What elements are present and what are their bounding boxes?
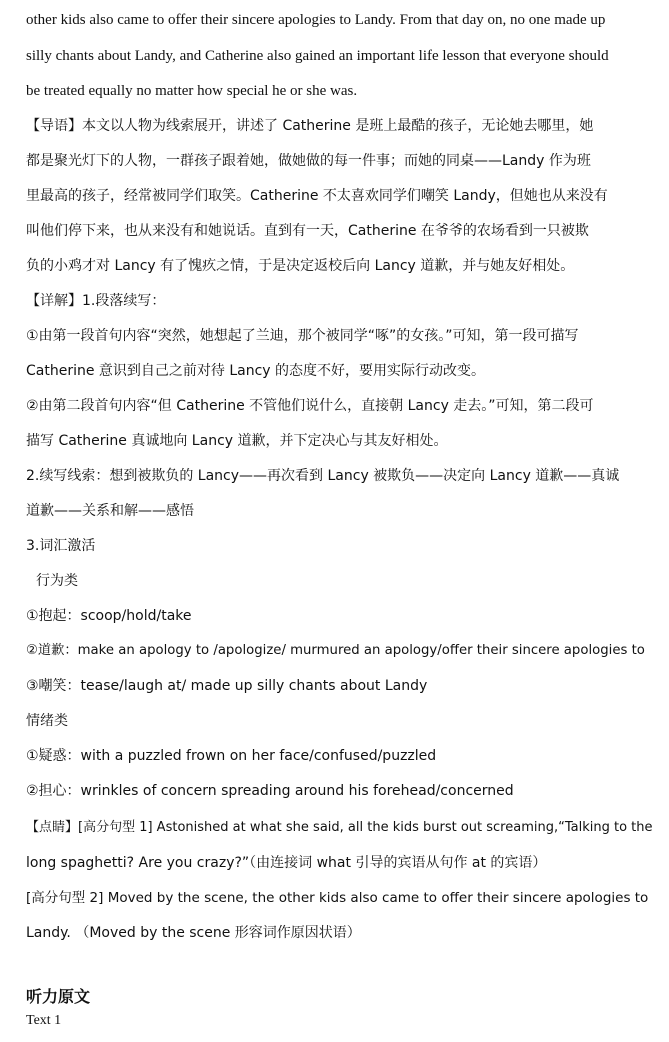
- vocab-item-3: ③嘲笑：tease/laugh at/ made up silly chants about Landy: [26, 678, 428, 694]
- highlight-line-4: Landy. （Moved by the scene 形容词作原因状语）: [26, 925, 361, 941]
- vocab-item-1: ①抱起：scoop/hold/take: [26, 608, 192, 624]
- clue-line-2: 道歉——关系和解——感悟: [26, 503, 194, 519]
- vocab-item-5: ②担心：wrinkles of concern spreading around his forehead/concerned: [26, 783, 514, 799]
- intro-line-5: 负的小鸡才对 Lancy 有了愧疚之情，于是决定返校后向 Lancy 道歉，并与她友好相处。: [26, 258, 575, 274]
- vocab-category-action: 行为类: [36, 573, 78, 589]
- highlight-line-3: [高分句型 2] Moved by the scene, the other kids also came to offer their sincere apologies to: [26, 890, 649, 906]
- highlight-line-1: 【点睛】[高分句型 1] Astonished at what she said, all the kids burst out screaming,“Talking to the: [26, 820, 653, 835]
- vocab-category-emotion: 情绪类: [26, 713, 68, 729]
- story-line-1: other kids also came to offer their sincere apologies to Landy. From that day on, no one made up: [26, 12, 606, 28]
- detail-line-2: Catherine 意识到自己之前对待 Lancy 的态度不好，要用实际行动改变。: [26, 363, 486, 379]
- section-title: 听力原文: [26, 987, 91, 1006]
- highlight-line-2: long spaghetti? Are you crazy?”（由连接词 what 引导的宾语从句作 at 的宾语）: [26, 855, 547, 871]
- detail-heading: 【详解】1.段落续写：: [26, 293, 166, 309]
- intro-line-3: 里最高的孩子，经常被同学们取笑。Catherine 不太喜欢同学们嘲笑 Landy，但她也从来没有: [26, 188, 608, 204]
- vocab-item-2: ②道歉：make an apology to /apologize/ murmured an apology/offer their sincere apologies to: [26, 643, 645, 658]
- vocab-heading: 3.词汇激活: [26, 538, 96, 554]
- intro-line-2: 都是聚光灯下的人物，一群孩子跟着她，做她做的每一件事；而她的同桌——Landy 作为班: [26, 153, 591, 169]
- intro-line-1: 【导语】本文以人物为线索展开，讲述了 Catherine 是班上最酷的孩子，无论她去哪里，她: [26, 118, 594, 134]
- clue-line-1: 2.续写线索：想到被欺负的 Lancy——再次看到 Lancy 被欺负——决定向 Lancy 道歉——真诚: [26, 468, 620, 484]
- intro-line-4: 叫他们停下来，也从来没有和她说话。直到有一天，Catherine 在爷爷的农场看到一只被欺: [26, 223, 589, 239]
- vocab-item-4: ①疑惑：with a puzzled frown on her face/confused/puzzled: [26, 748, 437, 764]
- story-line-3: be treated equally no matter how special he or she was.: [26, 83, 358, 99]
- detail-line-1: ①由第一段首句内容“突然，她想起了兰迪，那个被同学“啄”的女孩。”可知，第一段可描写: [26, 328, 579, 344]
- story-line-2: silly chants about Landy, and Catherine also gained an important life lesson that everyone should: [26, 48, 609, 64]
- detail-line-3: ②由第二段首句内容“但 Catherine 不管他们说什么，直接朝 Lancy 走去。”可知，第二段可: [26, 398, 594, 414]
- section-subtitle: Text 1: [26, 1013, 62, 1028]
- detail-line-4: 描写 Catherine 真诚地向 Lancy 道歉，并下定决心与其友好相处。: [26, 433, 448, 449]
